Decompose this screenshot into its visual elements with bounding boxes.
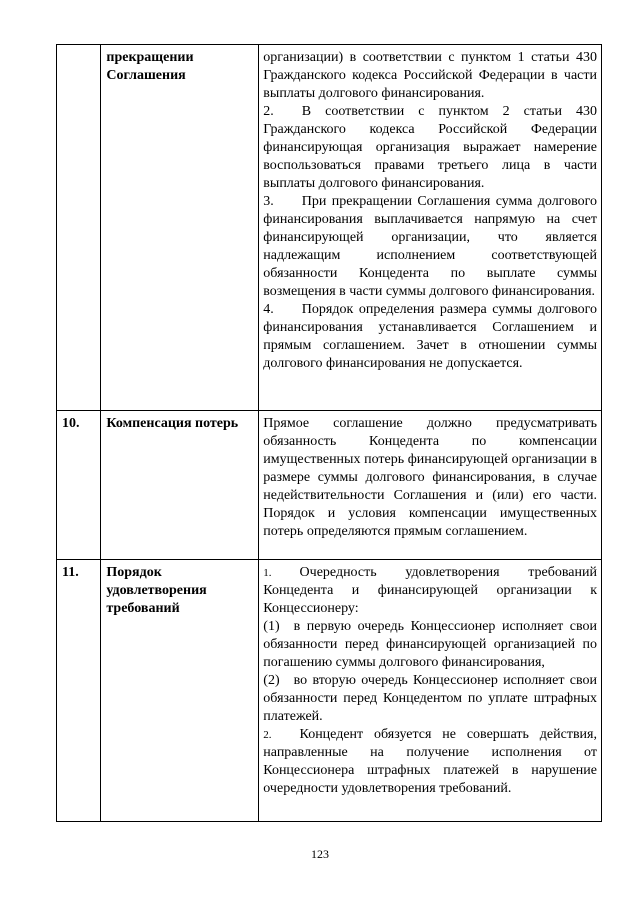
- row-number: 10.: [57, 411, 101, 560]
- row-description: [259, 45, 602, 411]
- description-paragraph: [263, 415, 597, 541]
- row-description: [259, 411, 602, 560]
- paragraph-number: 2.: [263, 729, 272, 741]
- paragraph-number: (1): [263, 619, 280, 634]
- table-row: [57, 411, 602, 560]
- description-paragraph: [263, 618, 597, 672]
- paragraph-number: 1.: [263, 567, 272, 579]
- paragraph-text: во вторую очередь Концессионер исполняет свои обязанности перед Концедентом по уплате штрафных платежей.: [263, 673, 597, 724]
- description-paragraph: [263, 564, 597, 618]
- table-row: [57, 560, 602, 822]
- paragraph-number: (2): [263, 673, 280, 688]
- description-paragraph: [263, 672, 597, 726]
- paragraph-text: Концедент обязуется не совершать действия, направленные на получение исполнения от Концессионера штрафных платежей в нарушение очередности удовлетворения требований.: [263, 727, 597, 796]
- paragraph-text: Порядок определения размера суммы долгового финансирования устанавливается Соглашением и прямым соглашением. Зачет в отношении суммы долгового финансирования не допускается.: [263, 302, 597, 371]
- paragraph-text: Очередность удовлетворения требований Концедента и финансирующей организации к Концессионеру:: [263, 565, 597, 616]
- paragraph-text: При прекращении Соглашения сумма долгового финансирования выплачивается напрямую на счет финансирующей организации, что является надлежащим исполнением соответствующей обязанности Концедента по выплате суммы возмещения в части суммы долгового финансирования.: [263, 194, 597, 299]
- page-number: 123: [311, 847, 329, 861]
- paragraph-text: В соответствии с пунктом 2 статьи 430 Гражданского кодекса Российской Федерации финансирующая организация выражает намерение воспользоваться правами третьего лица в части выплаты долгового финансирования.: [263, 104, 597, 191]
- description-paragraph: [263, 103, 597, 193]
- paragraph-number: 4.: [263, 302, 274, 317]
- paragraph-text: организации) в соответствии с пунктом 1 статьи 430 Гражданского кодекса Российской Федерации в части выплаты долгового финансирования.: [263, 50, 597, 101]
- row-number: [57, 45, 101, 411]
- row-term: Компенсация потерь: [101, 411, 259, 560]
- row-term: прекращении Соглашения: [101, 45, 259, 411]
- paragraph-text: в первую очередь Концессионер исполняет свои обязанности перед финансирующей организацией по погашению суммы долгового финансирования,: [263, 619, 597, 670]
- table-row: [57, 45, 602, 411]
- row-number: 11.: [57, 560, 101, 822]
- description-paragraph: [263, 726, 597, 798]
- paragraph-number: 3.: [263, 194, 274, 209]
- description-paragraph: [263, 301, 597, 373]
- description-paragraph: [263, 49, 597, 103]
- paragraph-number: 2.: [263, 104, 274, 119]
- provisions-table: [56, 44, 602, 822]
- paragraph-text: Прямое соглашение должно предусматривать обязанность Концедента по компенсации имущественных потерь финансирующей организации в размере суммы долгового финансирования, в случае недействительности Соглашения и (или) его части. Порядок и условия компенсации имущественных потерь определяются прямым соглашением.: [263, 416, 597, 539]
- description-paragraph: [263, 193, 597, 301]
- row-description: [259, 560, 602, 822]
- row-term: Порядок удовлетворения требований: [101, 560, 259, 822]
